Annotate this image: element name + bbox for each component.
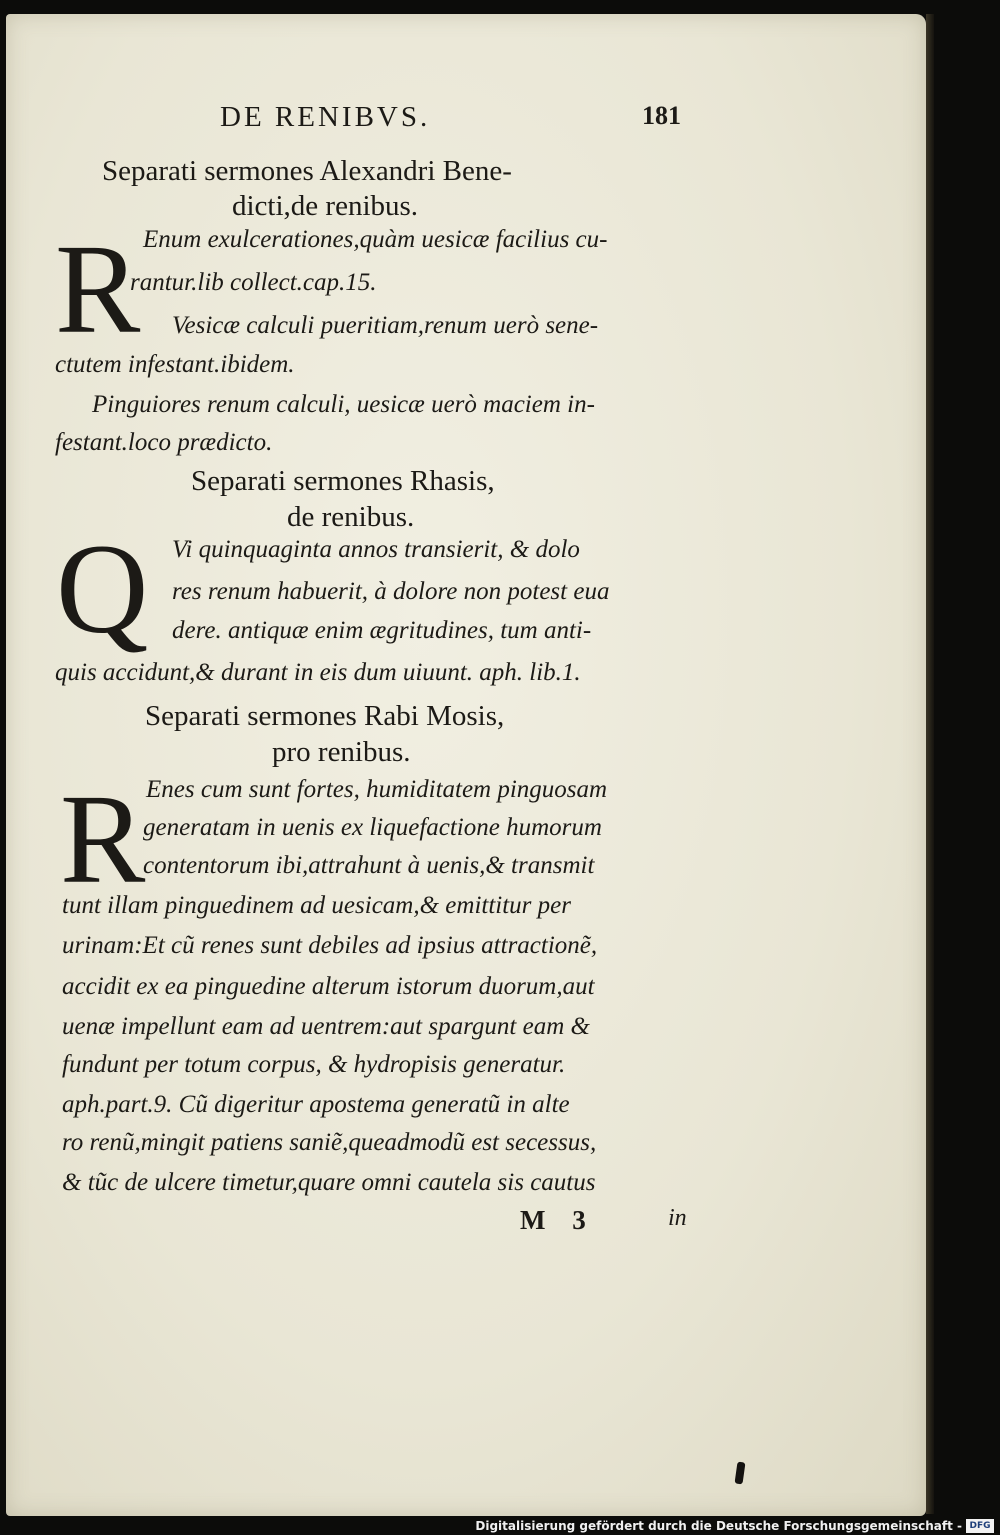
text-line: uenæ impellunt eam ad uentrem:aut spargunt eam & xyxy=(62,1013,590,1040)
catchword: in xyxy=(668,1205,687,1231)
text-line: contentorum ibi,attrahunt à uenis,& transmit xyxy=(143,852,595,879)
dfg-logo: DFG xyxy=(966,1519,994,1533)
text-line: Pinguiores renum calculi, uesicæ uerò maciem in- xyxy=(92,391,595,418)
text-line: urinam:Et cũ renes sunt debiles ad ipsius attractionẽ, xyxy=(62,932,598,959)
text-line: quis accidunt,& durant in eis dum uiuunt. aph. lib.1. xyxy=(55,659,581,686)
initial-letter-q: Q xyxy=(56,518,149,660)
text-line: fundunt per totum corpus, & hydropisis generatur. xyxy=(62,1051,566,1078)
text-line: aph.part.9. Cũ digeritur apostema generatũ in alte xyxy=(62,1091,570,1118)
text-line: ctutem infestant.ibidem. xyxy=(55,351,295,378)
section-heading-alexandri: Separati sermones Alexandri Bene- xyxy=(102,155,512,187)
section-heading-rabi-mosis-cont: pro renibus. xyxy=(272,736,411,768)
text-line: Enum exulcerationes,quàm uesicæ facilius cu- xyxy=(143,226,608,253)
section-heading-rabi-mosis: Separati sermones Rabi Mosis, xyxy=(145,700,505,732)
text-line: & tũc de ulcere timetur,quare omni cautela sis cautus xyxy=(62,1169,596,1196)
text-line: dere. antiquæ enim ægritudines, tum anti- xyxy=(172,617,592,644)
text-line: Enes cum sunt fortes, humiditatem pinguosam xyxy=(146,776,608,803)
text-line: tunt illam pinguedinem ad uesicam,& emittitur per xyxy=(62,892,571,919)
section-heading-rhasis: Separati sermones Rhasis, xyxy=(191,465,495,497)
page-edge xyxy=(926,14,934,1514)
text-line: ro renũ,mingit patiens saniẽ,queadmodũ est secessus, xyxy=(62,1129,597,1156)
text-line: Vi quinquaginta annos transierit, & dolo xyxy=(172,536,580,563)
text-line: accidit ex ea pinguedine alterum istorum duorum,aut xyxy=(62,973,595,1000)
text-line: res renum habuerit, à dolore non potest eua xyxy=(172,578,610,605)
initial-letter-r: R xyxy=(55,218,141,360)
text-line: festant.loco prædicto. xyxy=(55,429,273,456)
section-heading-alexandri-cont: dicti,de renibus. xyxy=(232,190,419,222)
section-heading-rhasis-cont: de renibus. xyxy=(287,501,415,533)
page-number: 181 xyxy=(642,101,681,130)
signature-mark: M 3 xyxy=(520,1205,596,1235)
text-line: Vesicæ calculi pueritiam,renum uerò sene- xyxy=(172,312,599,339)
running-head: DE RENIBVS. xyxy=(220,101,431,133)
text-line: generatam in uenis ex liquefactione humorum xyxy=(143,814,602,841)
text-line: rantur.lib collect.cap.15. xyxy=(130,269,377,296)
digitization-credit: Digitalisierung gefördert durch die Deutsche Forschungsgemeinschaft - xyxy=(475,1519,962,1533)
initial-letter-r: R xyxy=(60,768,146,910)
